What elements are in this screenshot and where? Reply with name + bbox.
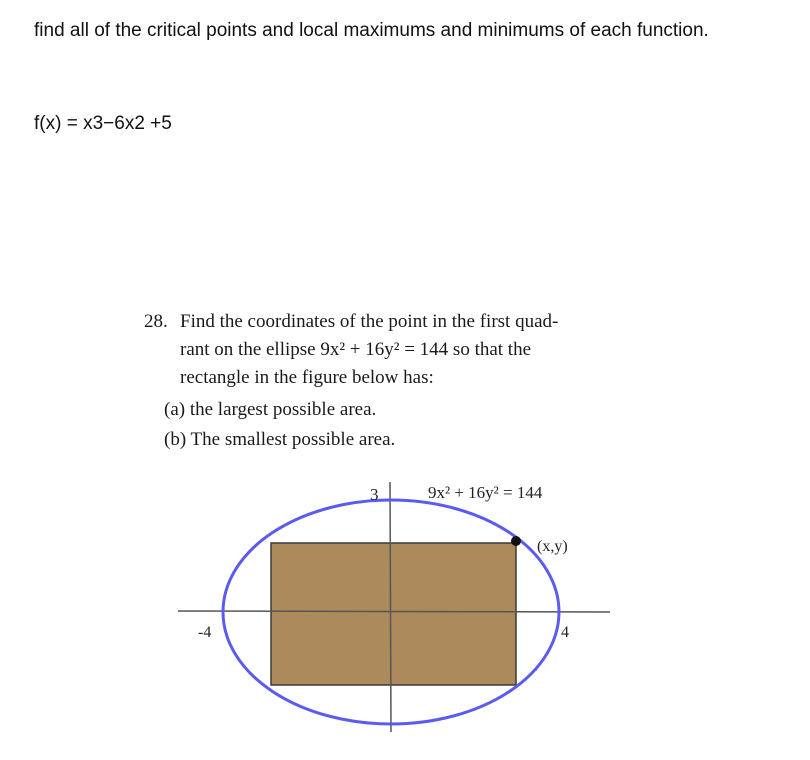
x-axis — [178, 611, 610, 612]
x-left-label: -4 — [198, 624, 212, 641]
y-axis — [390, 482, 391, 732]
question-heading: find all of the critical points and local maximums and minimums of each function. — [34, 20, 709, 41]
y-intercept-label: 3 — [370, 485, 379, 504]
x-right-label: 4 — [561, 624, 569, 641]
function-definition: f(x) = x3−6x2 +5 — [34, 113, 172, 134]
problem-line: rectangle in the figure below has: — [180, 367, 434, 388]
problem-line: Find the coordinates of the point in the first quad- — [180, 311, 559, 332]
ellipse-equation-label: 9x² + 16y² = 144 — [428, 483, 543, 502]
inscribed-rectangle — [271, 543, 516, 685]
problem-part-b: (b) The smallest possible area. — [164, 429, 396, 450]
point-label: (x,y) — [537, 538, 568, 555]
problem-part-a: (a) the largest possible area. — [164, 399, 377, 420]
problem-line: rant on the ellipse 9x² + 16y² = 144 so that the — [180, 339, 532, 360]
problem-number: 28. — [144, 311, 168, 332]
corner-point — [511, 536, 521, 546]
